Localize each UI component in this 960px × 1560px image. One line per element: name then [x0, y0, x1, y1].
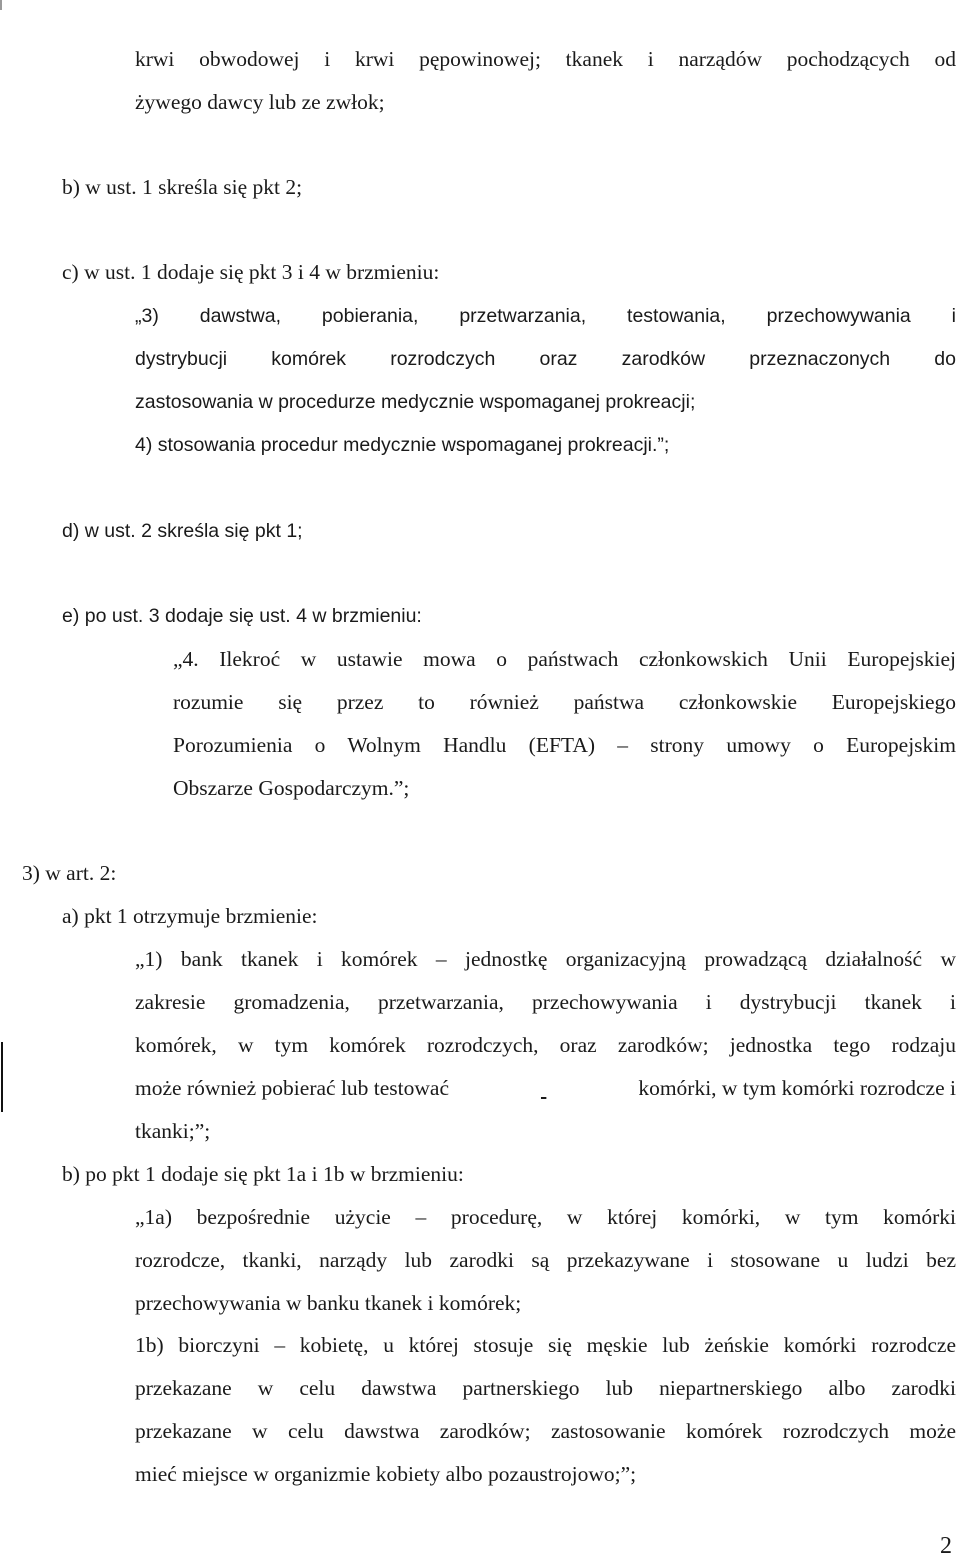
change-bar — [1, 1042, 3, 1112]
text-line: zastosowania w procedurze medycznie wspomaganej prokreacji; — [135, 391, 696, 413]
text-line: żywego dawcy lub ze zwłok; — [135, 90, 385, 114]
text-line: c) w ust. 1 dodaje się pkt 3 i 4 w brzmieniu: — [62, 260, 440, 284]
text-line: Porozumienia o Wolnym Handlu (EFTA) – strony umowy o Europejskim — [173, 733, 956, 757]
text-line: 3) w art. 2: — [22, 861, 117, 885]
page-edge-mark — [0, 0, 2, 10]
text-line: dystrybucji komórek rozrodczych oraz zarodków przeznaczonych do — [135, 348, 956, 370]
text-line: zakresie gromadzenia, przetwarzania, przechowywania i dystrybucji tkanek i — [135, 990, 956, 1014]
text-line: tkanki;”; — [135, 1119, 211, 1143]
text-line: d) w ust. 2 skreśla się pkt 1; — [62, 520, 303, 542]
text-line: b) po pkt 1 dodaje się pkt 1a i 1b w brzmieniu: — [62, 1162, 464, 1186]
text-line: „4. Ilekroć w ustawie mowa o państwach członkowskich Unii Europejskiej — [173, 647, 956, 671]
inserted-blank — [541, 1074, 546, 1102]
text-line: komórek, w tym komórek rozrodczych, oraz zarodków; jednostka tego rodzaju — [135, 1033, 956, 1057]
text-line — [135, 1074, 956, 1102]
text-line: krwi obwodowej i krwi pępowinowej; tkanek i narządów pochodzących od — [135, 47, 956, 71]
text-line: a) pkt 1 otrzymuje brzmienie: — [62, 904, 318, 928]
text-line: „1) bank tkanek i komórek – jednostkę organizacyjną prowadzącą działalność w — [135, 947, 956, 971]
text-line: „3) dawstwa, pobierania, przetwarzania, testowania, przechowywania i — [135, 305, 956, 327]
text-line: przekazane w celu dawstwa partnerskiego lub niepartnerskiego albo zarodki — [135, 1376, 956, 1400]
text-line: 1b) biorczyni – kobietę, u której stosuje się męskie lub żeńskie komórki rozrodcze — [135, 1333, 956, 1357]
text-line: 4) stosowania procedur medycznie wspomaganej prokreacji.”; — [135, 434, 670, 456]
text-line: przekazane w celu dawstwa zarodków; zastosowanie komórek rozrodczych może — [135, 1419, 956, 1443]
text-line: Obszarze Gospodarczym.”; — [173, 776, 410, 800]
text-line: e) po ust. 3 dodaje się ust. 4 w brzmieniu: — [62, 605, 422, 627]
text-line: przechowywania w banku tkanek i komórek; — [135, 1291, 522, 1315]
text-line: rozrodcze, tkanki, narządy lub zarodki są przekazywane i stosowane u ludzi bez — [135, 1248, 956, 1272]
text-segment: może również pobierać lub testować — [135, 1076, 450, 1100]
page-number: 2 — [940, 1533, 952, 1559]
text-line: mieć miejsce w organizmie kobiety albo pozaustrojowo;”; — [135, 1462, 637, 1486]
text-line: rozumie się przez to również państwa członkowskie Europejskiego — [173, 690, 956, 714]
text-segment: komórki, w tym komórki rozrodcze i — [638, 1076, 956, 1100]
text-line: b) w ust. 1 skreśla się pkt 2; — [62, 175, 303, 199]
text-line: „1a) bezpośrednie użycie – procedurę, w której komórki, w tym komórki — [135, 1205, 956, 1229]
